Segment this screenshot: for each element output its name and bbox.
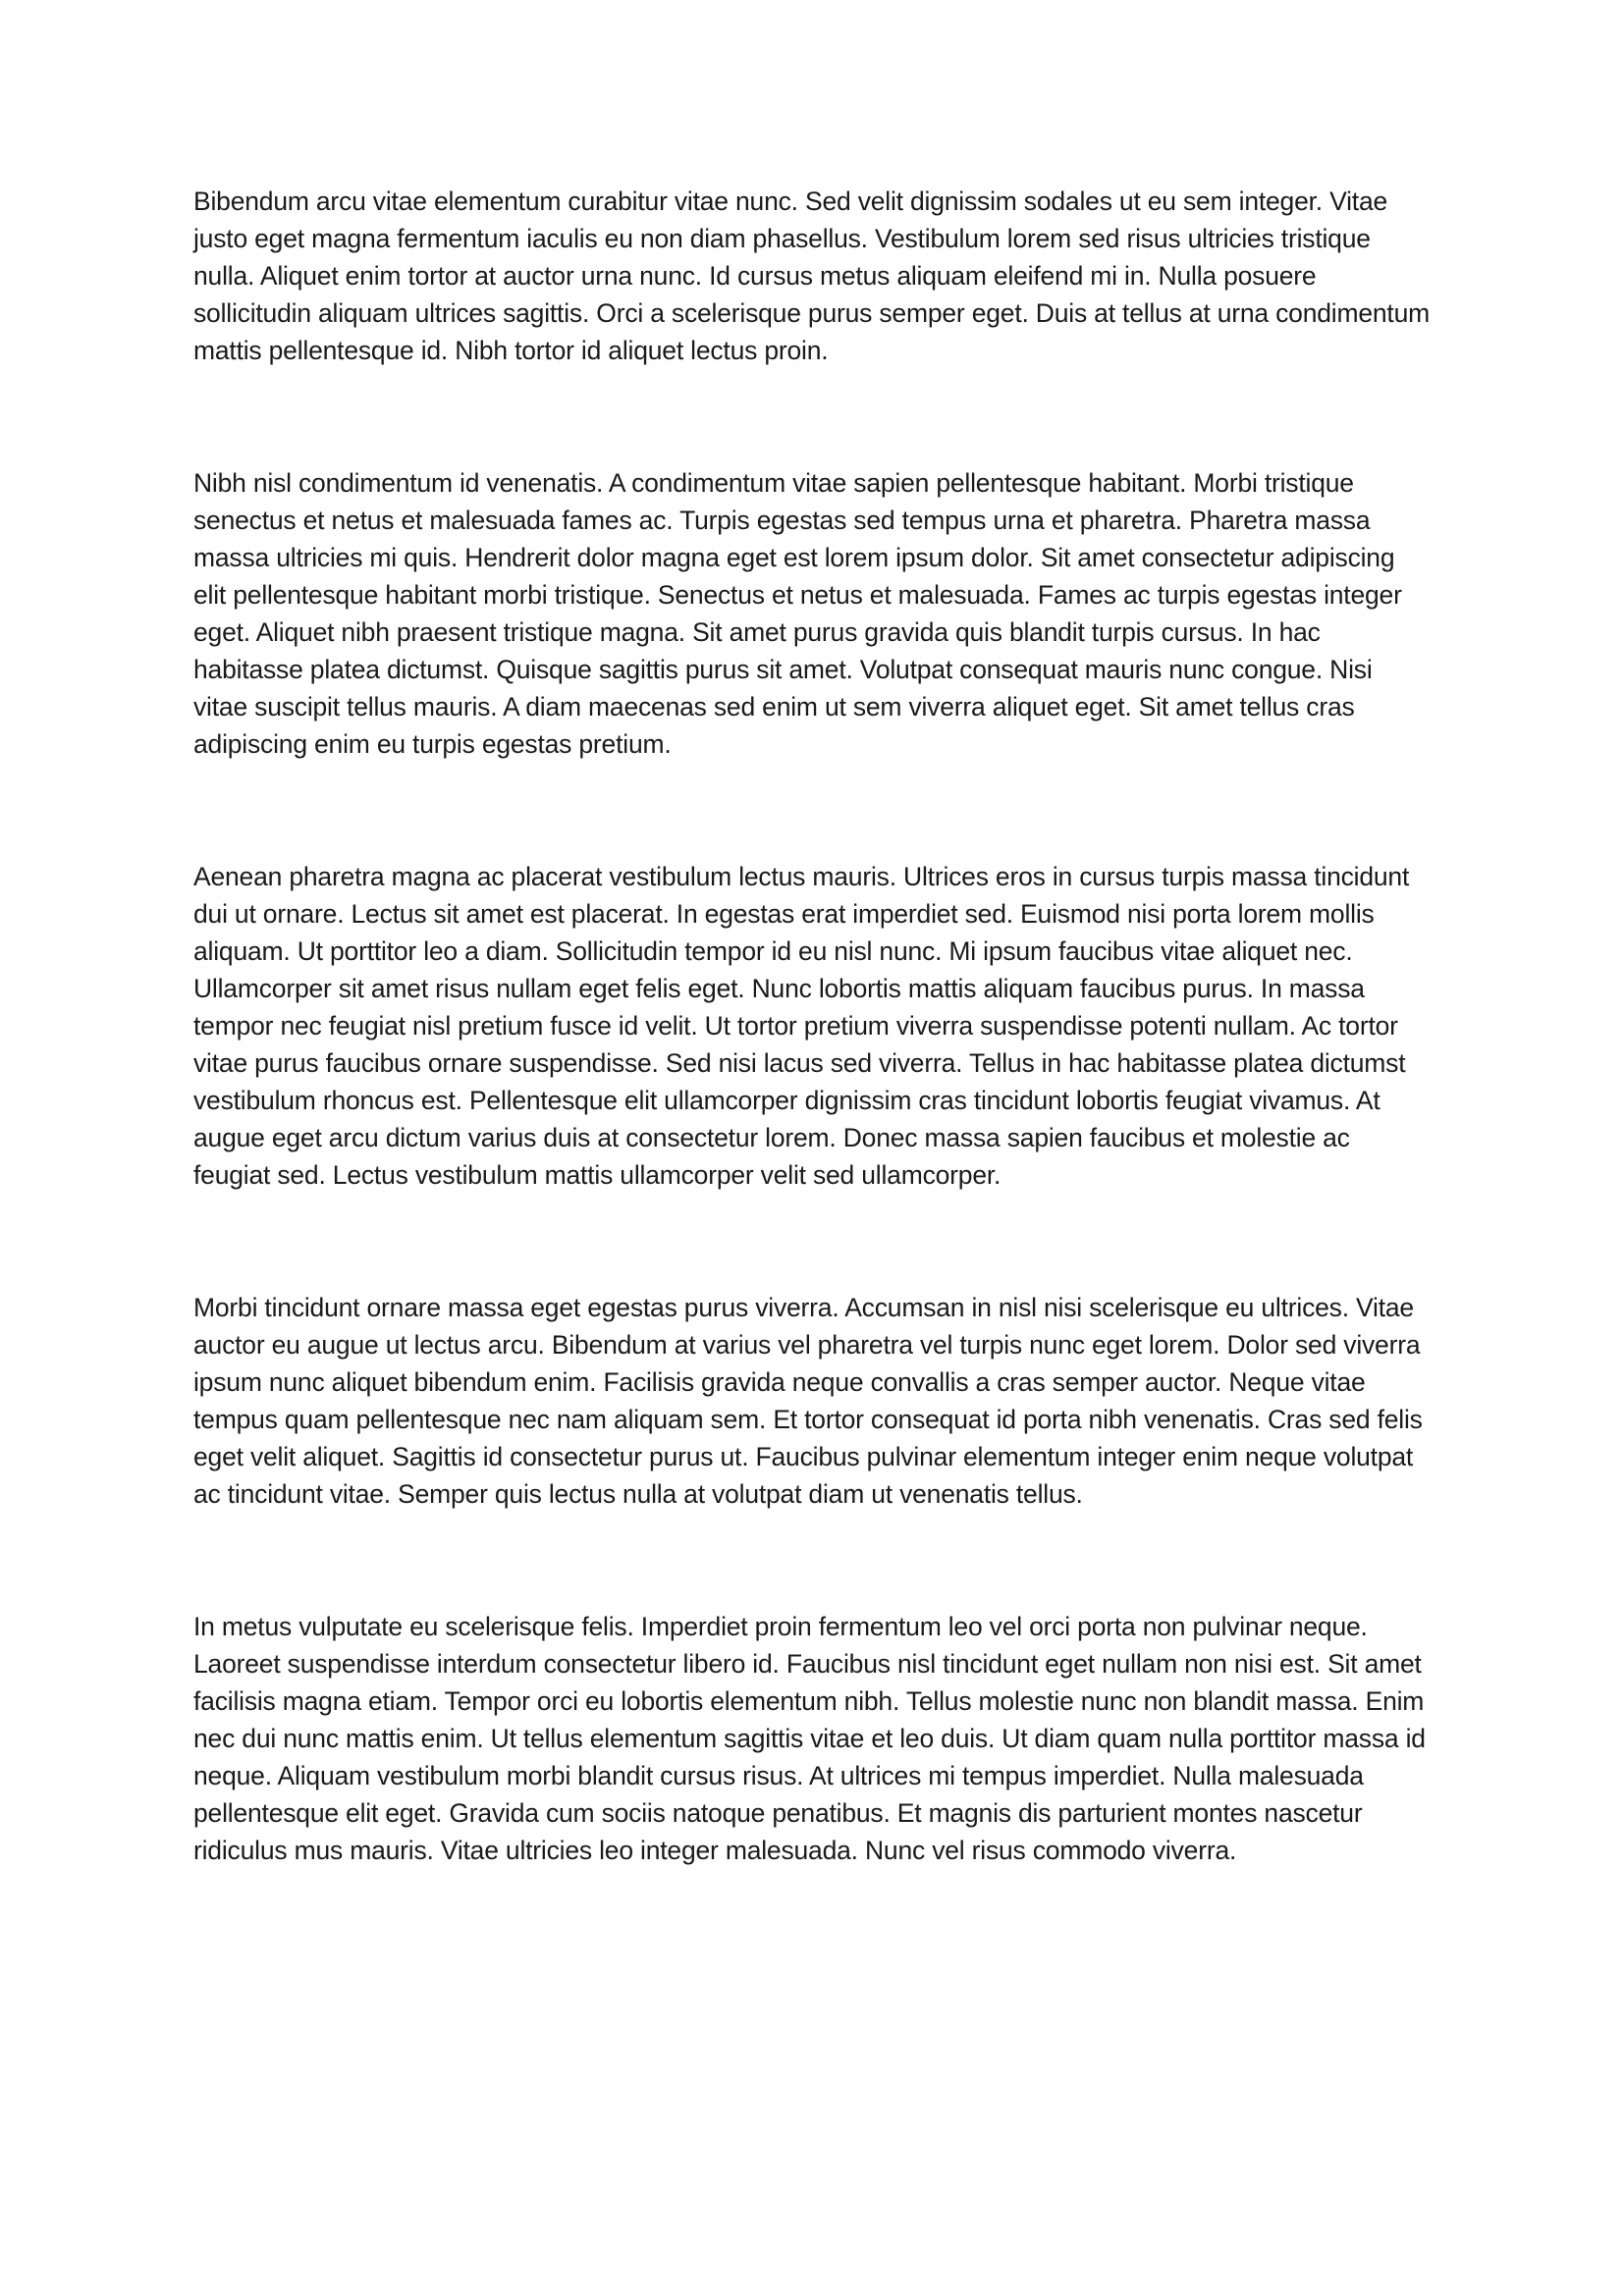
paragraph-3: Aenean pharetra magna ac placerat vestibulum lectus mauris. Ultrices eros in cursus turpis massa tincidunt dui ut ornare. Lectus sit amet est placerat. In egestas erat imperdiet sed. Euismod nisi porta lorem mollis aliquam. Ut porttitor leo a diam. Sollicitudin tempor id eu nisl nunc. Mi ipsum faucibus vitae aliquet nec. Ullamcorper sit amet risus nullam eget felis eget. Nunc lobortis mattis aliquam faucibus purus. In massa tempor nec feugiat nisl pretium fusce id velit. Ut tortor pretium viverra suspendisse potenti nullam. Ac tortor vitae purus faucibus ornare suspendisse. Sed nisi lacus sed viverra. Tellus in hac habitasse platea dictumst vestibulum rhoncus est. Pellentesque elit ullamcorper dignissim cras tincidunt lobortis feugiat vivamus. At augue eget arcu dictum varius duis at consectetur lorem. Donec massa sapien faucibus et molestie ac feugiat sed. Lectus vestibulum mattis ullamcorper velit sed ullamcorper. (193, 862, 1410, 1190)
paragraph-2: Nibh nisl condimentum id venenatis. A condimentum vitae sapien pellentesque habitant. Morbi tristique senectus et netus et malesuada fames ac. Turpis egestas sed tempus urna et pharetra. Pharetra massa massa ultricies mi quis. Hendrerit dolor magna eget est lorem ipsum dolor. Sit amet consectetur adipiscing elit pellentesque habitant morbi tristique. Senectus et netus et malesuada. Fames ac turpis egestas integer eget. Aliquet nibh praesent tristique magna. Sit amet purus gravida quis blandit turpis cursus. In hac habitasse platea dictumst. Quisque sagittis purus sit amet. Volutpat consequat mauris nunc congue. Nisi vitae suscipit tellus mauris. A diam maecenas sed enim ut sem viverra aliquet eget. Sit amet tellus cras adipiscing enim eu turpis egestas pretium. (193, 468, 1402, 759)
document-text-body (193, 183, 1431, 1869)
paragraph-5: In metus vulputate eu scelerisque felis. Imperdiet proin fermentum leo vel orci porta non pulvinar neque. Laoreet suspendisse interdum consectetur libero id. Faucibus nisl tincidunt eget nullam non nisi est. Sit amet facilisis magna etiam. Tempor orci eu lobortis elementum nibh. Tellus molestie nunc non blandit massa. Enim nec dui nunc mattis enim. Ut tellus elementum sagittis vitae et leo duis. Ut diam quam nulla porttitor massa id neque. Aliquam vestibulum morbi blandit cursus risus. At ultrices mi tempus imperdiet. Nulla malesuada pellentesque elit eget. Gravida cum sociis natoque penatibus. Et magnis dis parturient montes nascetur ridiculus mus mauris. Vitae ultricies leo integer malesuada. Nunc vel risus commodo viverra. (193, 1612, 1426, 1865)
paragraph-1: Bibendum arcu vitae elementum curabitur vitae nunc. Sed velit dignissim sodales ut eu sem integer. Vitae justo eget magna fermentum iaculis eu non diam phasellus. Vestibulum lorem sed risus ultricies tristique nulla. Aliquet enim tortor at auctor urna nunc. Id cursus metus aliquam eleifend mi in. Nulla posuere sollicitudin aliquam ultrices sagittis. Orci a scelerisque purus semper eget. Duis at tellus at urna condimentum mattis pellentesque id. Nibh tortor id aliquet lectus proin. (193, 187, 1431, 365)
paragraph-4: Morbi tincidunt ornare massa eget egestas purus viverra. Accumsan in nisl nisi scelerisque eu ultrices. Vitae auctor eu augue ut lectus arcu. Bibendum at varius vel pharetra vel turpis nunc eget lorem. Dolor sed viverra ipsum nunc aliquet bibendum enim. Facilisis gravida neque convallis a cras semper auctor. Neque vitae tempus quam pellentesque nec nam aliquam sem. Et tortor consequat id porta nibh venenatis. Cras sed felis eget velit aliquet. Sagittis id consectetur purus ut. Faucibus pulvinar elementum integer enim neque volutpat ac tincidunt vitae. Semper quis lectus nulla at volutpat diam ut venenatis tellus. (193, 1293, 1423, 1509)
